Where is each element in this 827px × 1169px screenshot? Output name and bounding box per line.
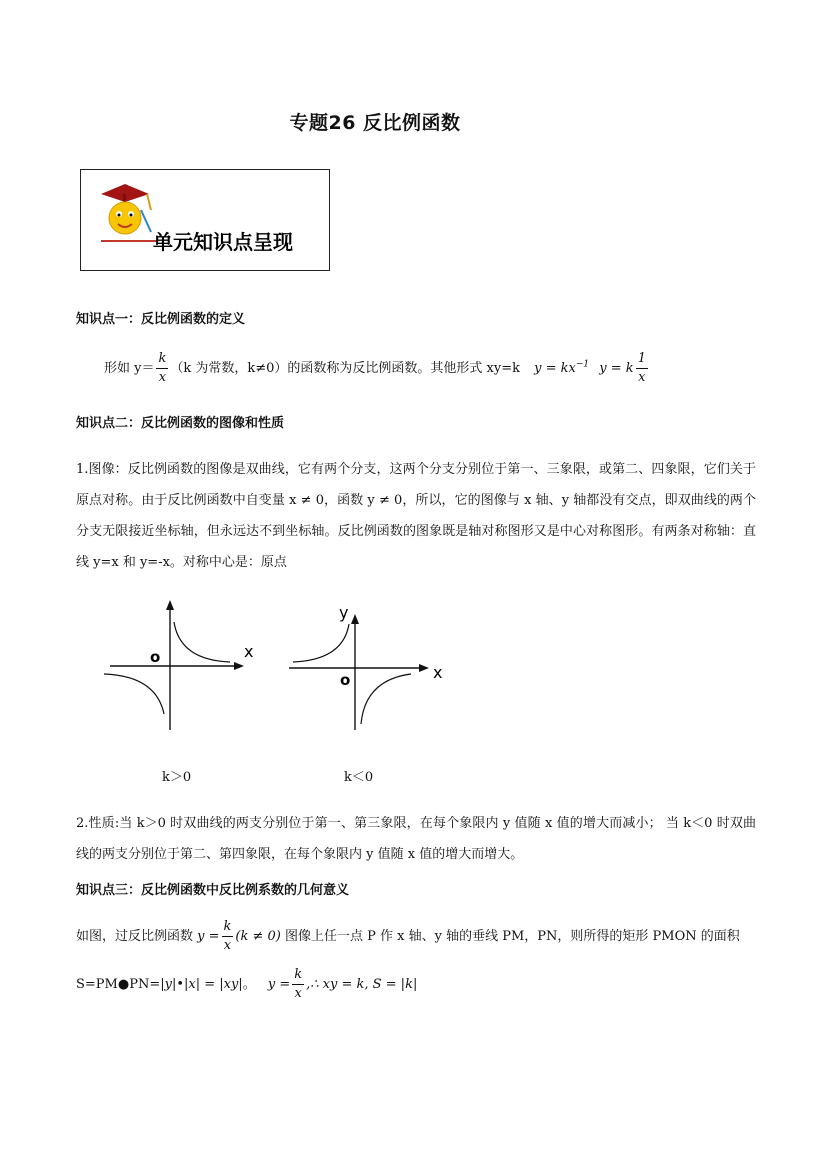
graph-k-positive <box>100 600 270 735</box>
graph2-origin-label: o <box>340 671 351 689</box>
geometric-line-2 <box>76 966 417 1003</box>
definition-fraction <box>156 350 168 387</box>
geo1-suffix: (k ≠ 0) <box>235 929 281 944</box>
other-form-3 <box>599 351 650 385</box>
section3-heading: 知识点三：反比例函数中反比例系数的几何意义 <box>76 883 350 898</box>
mascot-icon <box>95 180 155 242</box>
geo1-prefix: y = <box>197 929 220 944</box>
form2-exponent: −1 <box>575 359 590 370</box>
graph1-caption: k＞0 <box>162 770 192 785</box>
graph1-origin-label: o <box>150 648 161 666</box>
page-title: 专题26 反比例函数 <box>289 112 461 134</box>
form3-prefix: y = k <box>599 361 634 376</box>
section2-heading: 知识点二：反比例函数的图像和性质 <box>76 416 285 431</box>
banner-label: 单元知识点呈现 <box>153 230 293 254</box>
geo-formula-2 <box>267 967 418 1001</box>
geo2-prefix: y = <box>267 977 291 992</box>
graph-paragraph: 1.图像：反比例函数的图像是双曲线，它有两个分支，这两个分支分别位于第一、三象限，或第二、四象限，它们关于原点对称。由于反比例函数中自变量 x ≠ 0，函数 y ≠ 0，所以，它的图像与 x 轴、y 轴都没有交点，即双曲线的两个分支无限接近坐标轴，但永远达不到坐标轴。反比例函数的图象既是轴对称图形又是中心对称图形。有两条对称轴：直线 y=x 和 y=-x。对称中心是：原点 <box>76 462 756 570</box>
geo1-fraction <box>222 918 234 955</box>
definition-text-a: 形如 y＝ <box>104 361 155 376</box>
geo2-denominator: x <box>294 986 302 1001</box>
geo-text-a: 如图，过反比例函数 <box>76 929 194 944</box>
geo2-numerator: k <box>292 966 304 985</box>
fraction-numerator: k <box>156 350 168 369</box>
property-paragraph: 2.性质:当 k＞0 时双曲线的两支分别位于第一、第三象限，在每个象限内 y 值随 x 值的增大而减小； 当 k＜0 时双曲线的两支分别位于第二、第四象限，在每个象限内 y 值随 x 值的增大而增大。 <box>76 816 756 862</box>
other-form-2 <box>534 361 589 376</box>
fraction-denominator: x <box>158 370 167 385</box>
section-banner <box>80 169 330 271</box>
definition-line <box>104 350 650 387</box>
geo2-fraction <box>292 966 304 1003</box>
definition-text-b: （k 为常数，k≠0）的函数称为反比例函数。其他形式 xy=k <box>170 361 521 376</box>
geo-abs-formula: |y|•|x| = |xy| <box>160 977 243 992</box>
section1-heading: 知识点一：反比例函数的定义 <box>76 312 246 327</box>
geo1-numerator: k <box>222 918 234 937</box>
graph2-x-label: x <box>433 663 443 682</box>
graph2-caption: k＜0 <box>344 770 374 785</box>
form3-fraction <box>636 350 648 387</box>
geo1-denominator: x <box>223 938 232 953</box>
banner-underline <box>101 240 157 242</box>
geo-text-c: S=PM●PN= <box>76 977 161 992</box>
geo-text-b: 图像上任一点 P 作 x 轴、y 轴的垂线 PM，PN，则所得的矩形 PMON 的面积 <box>285 929 740 944</box>
geometric-line-1 <box>76 918 740 955</box>
geo-text-d: 。 <box>242 977 256 992</box>
form2-base: y = kx <box>534 361 576 376</box>
graph1-x-label: x <box>244 642 254 661</box>
form3-denominator: x <box>638 370 646 385</box>
geo2-suffix: ,∴ xy = k, S = |k| <box>306 977 418 992</box>
form3-numerator: 1 <box>636 350 648 369</box>
graph2-y-label: y <box>339 603 349 622</box>
graph-k-negative <box>285 600 455 735</box>
geo-formula-1 <box>197 919 281 953</box>
